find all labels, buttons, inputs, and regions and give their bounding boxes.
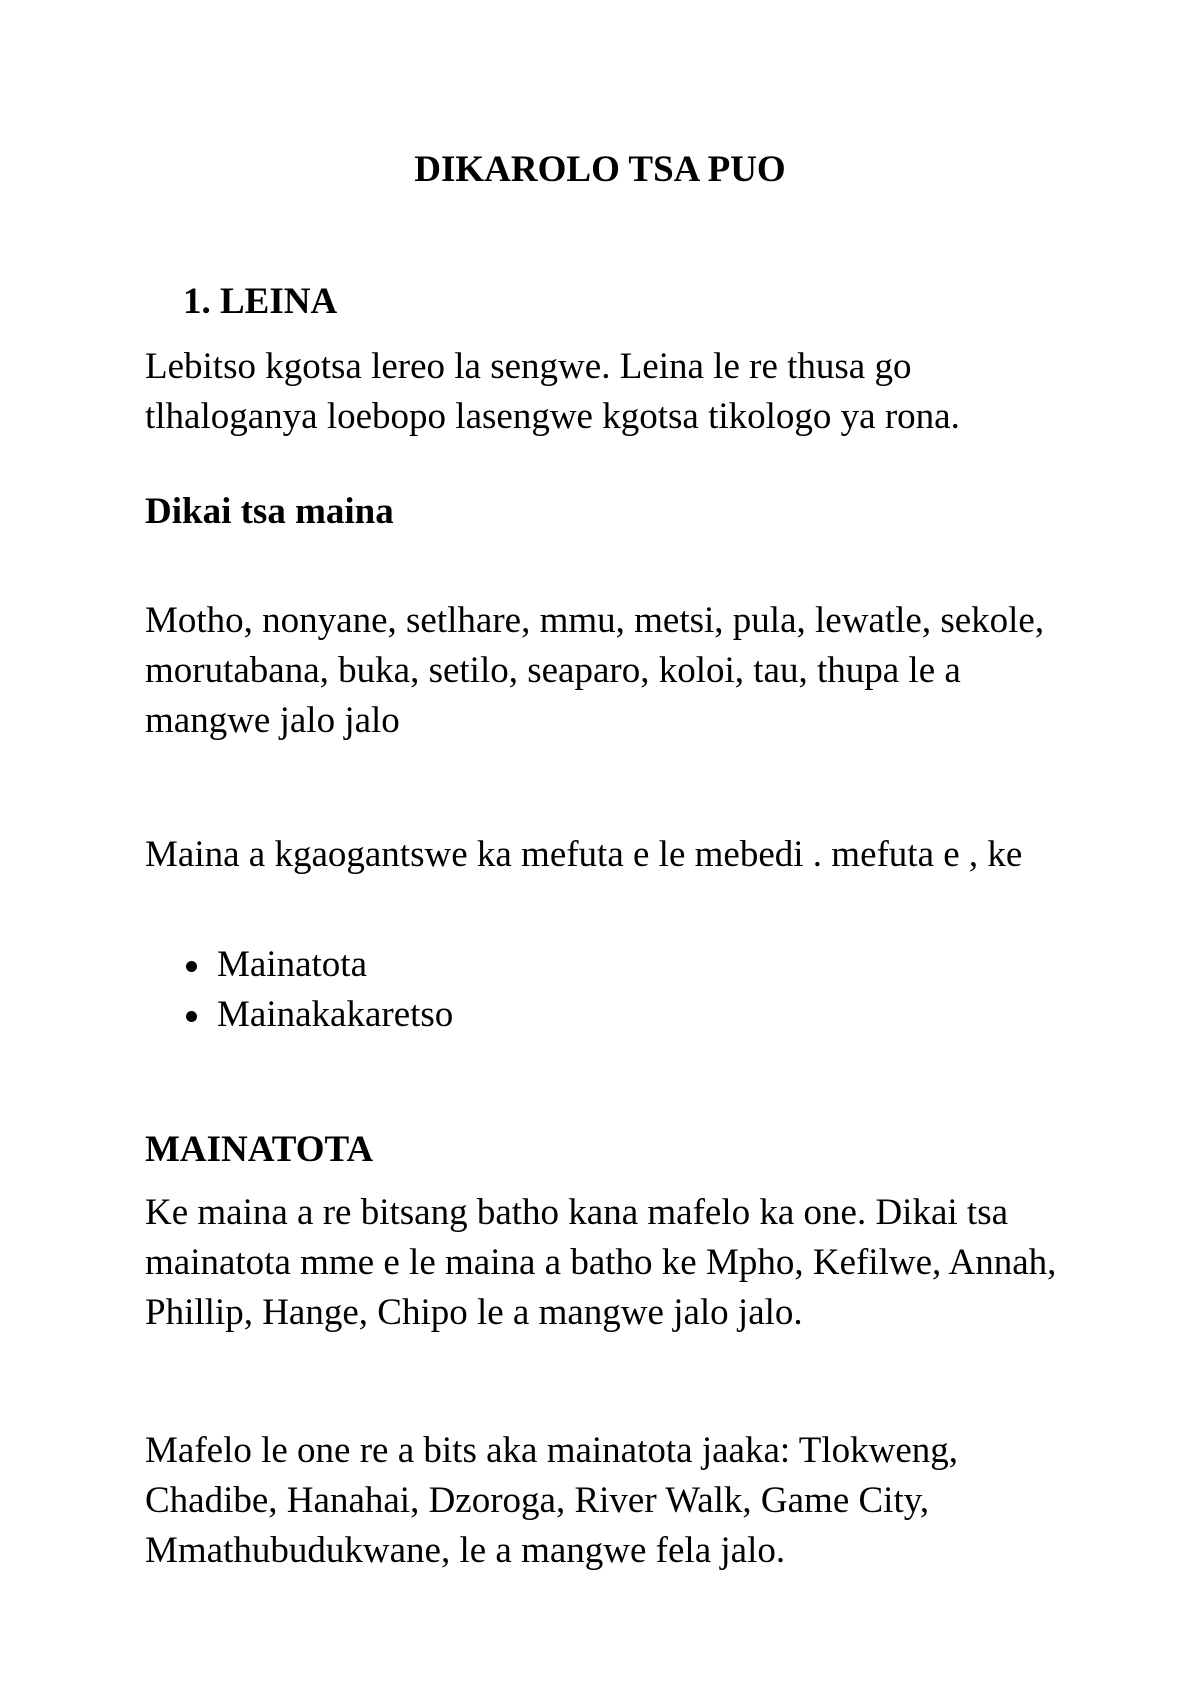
list-item-label: Mainakakaretso: [217, 994, 454, 1035]
document-title: DIKAROLO TSA PUO: [414, 149, 786, 190]
list-item: [145, 940, 1045, 990]
types-paragraph: Maina a kgaogantswe ka mefuta e le mebedi . mefuta e , ke: [145, 834, 1023, 875]
leina-definition-paragraph: Lebitso kgotsa lereo la sengwe. Leina le re thusa go tlhaloganya loebopo lasengwe kgotsa tikologo ya rona.: [145, 346, 960, 437]
section-heading-leina: 1. LEINA: [183, 281, 338, 322]
list-item-label: Mainatota: [217, 944, 368, 985]
mainatota-heading: MAINATOTA: [145, 1129, 374, 1170]
bullet-icon: [186, 1011, 197, 1022]
bullet-icon: [186, 961, 197, 972]
list-item: [145, 990, 1045, 1040]
examples-heading: Dikai tsa maina: [145, 491, 394, 532]
types-list: [145, 940, 1045, 1040]
examples-paragraph: Motho, nonyane, setlhare, mmu, metsi, pula, lewatle, sekole, morutabana, buka, setilo, seaparo, koloi, tau, thupa le a mangwe jalo jalo: [145, 600, 1045, 741]
mainatota-paragraph-people: Ke maina a re bitsang batho kana mafelo ka one. Dikai tsa mainatota mme e le maina a batho ke Mpho, Kefilwe, Annah, Phillip, Hange, Chipo le a mangwe jalo jalo.: [145, 1192, 1057, 1333]
mainatota-paragraph-places: Mafelo le one re a bits aka mainatota jaaka: Tlokweng, Chadibe, Hanahai, Dzoroga, River Walk, Game City, Mmathubudukwane, le a mangwe fela jalo.: [145, 1430, 959, 1571]
